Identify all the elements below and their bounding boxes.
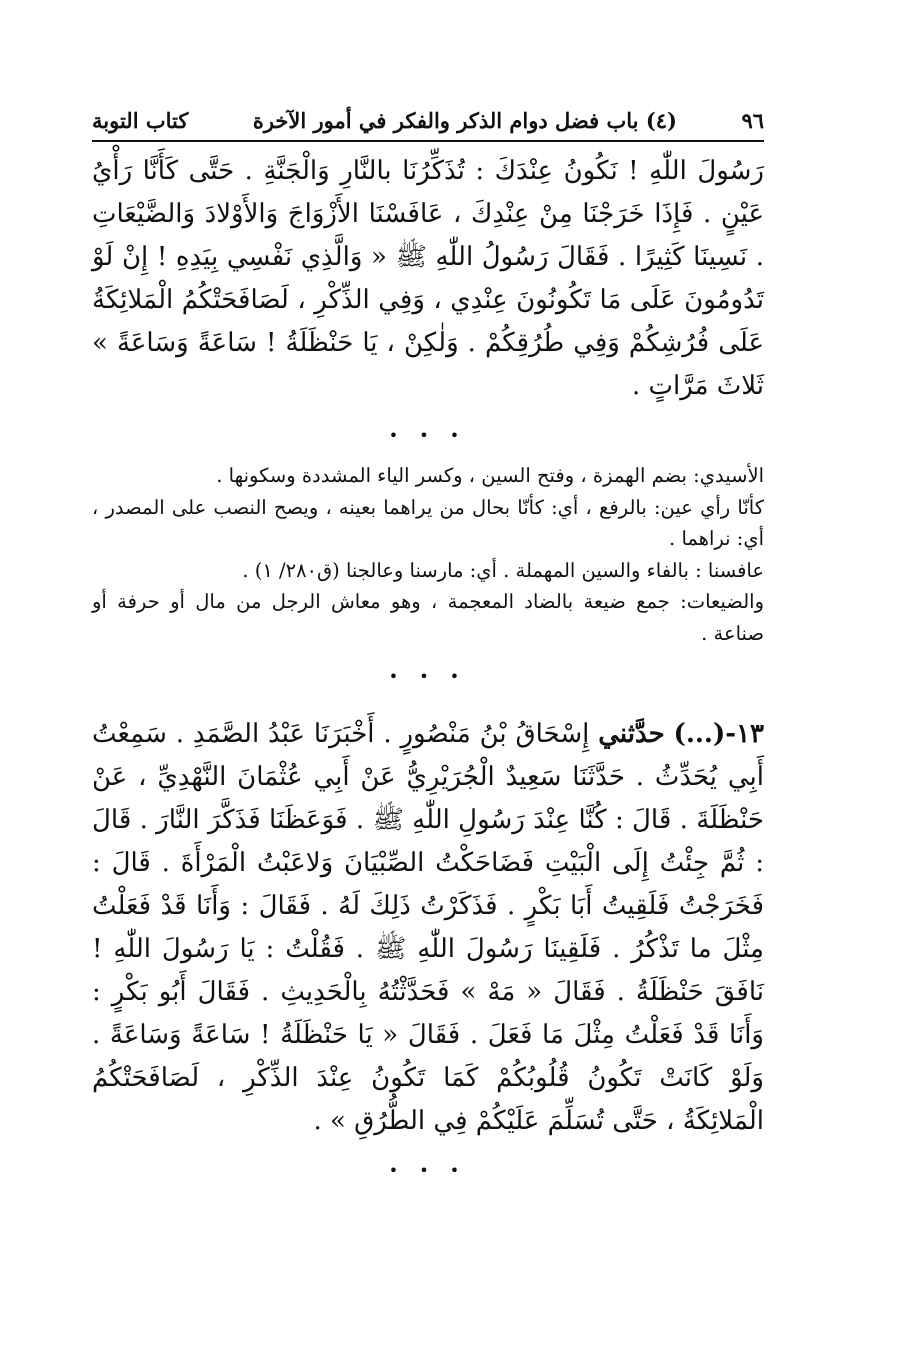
explanatory-notes	[92, 460, 764, 649]
book-title: كتاب التوبة	[92, 108, 189, 133]
section-divider: • • •	[388, 667, 468, 686]
chapter-title: (٤) باب فضل دوام الذكر والفكر في أمور الآخرة	[252, 108, 677, 133]
hadith-body: إِسْحَاقُ بْنُ مَنْصُورٍ . أَخْبَرَنَا عَبْدُ الصَّمَدِ . سَمِعْتُ أَبِي يُحَدِّثُ . حَدَّثَنَا سَعِيدٌ الْجُرَيْرِيُّ عَنْ أَبِي عُثْمَانَ النَّهْدِيِّ ، عَنْ حَنْظَلَةَ . قَالَ : كُنَّا عِنْدَ رَسُولِ اللّٰهِ ﷺ . فَوَعَظَنَا فَذَكَّرَ النَّارَ . قَالَ : ثُمَّ جِئْتُ إِلَى الْبَيْتِ فَضَاحَكْتُ الصِّبْيَانَ وَلاعَبْتُ الْمَرْأَةَ . قَالَ : فَخَرَجْتُ فَلَقِيتُ أَبَا بَكْرٍ . فَذَكَرْتُ ذَلِكَ لَهُ . فَقَالَ : وَأَنَا قَدْ فَعَلْتُ مِثْلَ ما تَذْكُرُ . فَلَقِينَا رَسُولَ اللّٰهِ ﷺ . فَقُلْتُ : يَا رَسُولَ اللّٰهِ ! نَافَقَ حَنْظَلَةُ . فَقَالَ « مَهْ » فَحَدَّثْتُهُ بِالْحَدِيثِ . فَقَالَ أَبُو بَكْرٍ : وَأَنَا قَدْ فَعَلْتُ مِثْلَ مَا فَعَلَ . فَقَالَ « يَا حَنْظَلَةُ ! سَاعَةً وَسَاعَةً . وَلَوْ كَانَتْ تَكُونُ قُلُوبُكُمْ كَمَا تَكُونُ عِنْدَ الذِّكْرِ ، لَصَافَحَتْكُمُ الْمَلائِكَةُ ، حَتَّى تُسَلِّمَ عَلَيْكُمْ فِي الطُّرُقِ » .	[92, 719, 764, 1136]
section-divider: • • •	[388, 426, 468, 445]
section-divider: • • •	[388, 1161, 468, 1180]
hadith-opening: حدَّثني	[598, 719, 665, 749]
note-item: كأنّا رأي عين: بالرفع ، أي: كأنّا بحال من يراهما بعينه ، ويصح النصب على المصدر ، أي: نراهما .	[92, 495, 764, 550]
running-header	[92, 106, 764, 142]
hadith-text-continuation: رَسُولَ اللّٰهِ ! نَكُونُ عِنْدَكَ : تُذَكِّرُنَا بالنَّارِ وَالْجَنَّةِ . حَتَّى كَأَنَّا رَأْيُ عَيْنٍ . فَإِذَا خَرَجْنَا مِنْ عِنْدِكَ ، عَافَسْنَا الأَزْوَاجَ وَالأَوْلادَ وَالضَّيْعَاتِ . نَسِينَا كَثِيرًا . فَقَالَ رَسُولُ اللّٰهِ ﷺ « وَالَّذِي نَفْسِي بِيَدِهِ ! إِنْ لَوْ تَدُومُونَ عَلَى مَا تَكُونُونَ عِنْدِي ، وَفِي الذِّكْرِ ، لَصَافَحَتْكُمُ الْمَلائِكَةُ عَلَى فُرُشِكُمْ وَفِي طُرُقِكُمْ . وَلٰكِنْ ، يَا حَنْظَلَةُ ! سَاعَةً وَسَاعَةً » ثَلاثَ مَرَّاتٍ .	[92, 156, 764, 401]
note-item: والضيعات: جمع ضيعة بالضاد المعجمة ، وهو معاش الرجل من مال أو حرفة أو صناعة .	[92, 590, 764, 645]
book-page	[92, 106, 764, 1195]
note-item: عافسنا : بالفاء والسين المهملة . أي: مارسنا وعالجنا (ق٢٨٠/ ١) .	[242, 558, 764, 582]
hadith-13	[92, 713, 764, 1143]
note-item: الأسيدي: بضم الهمزة ، وفتح السين ، وكسر الياء المشددة وسكونها .	[216, 464, 764, 487]
hadith-number: ١٣-(...)	[673, 719, 765, 749]
page-number: ٩٦	[741, 108, 764, 133]
